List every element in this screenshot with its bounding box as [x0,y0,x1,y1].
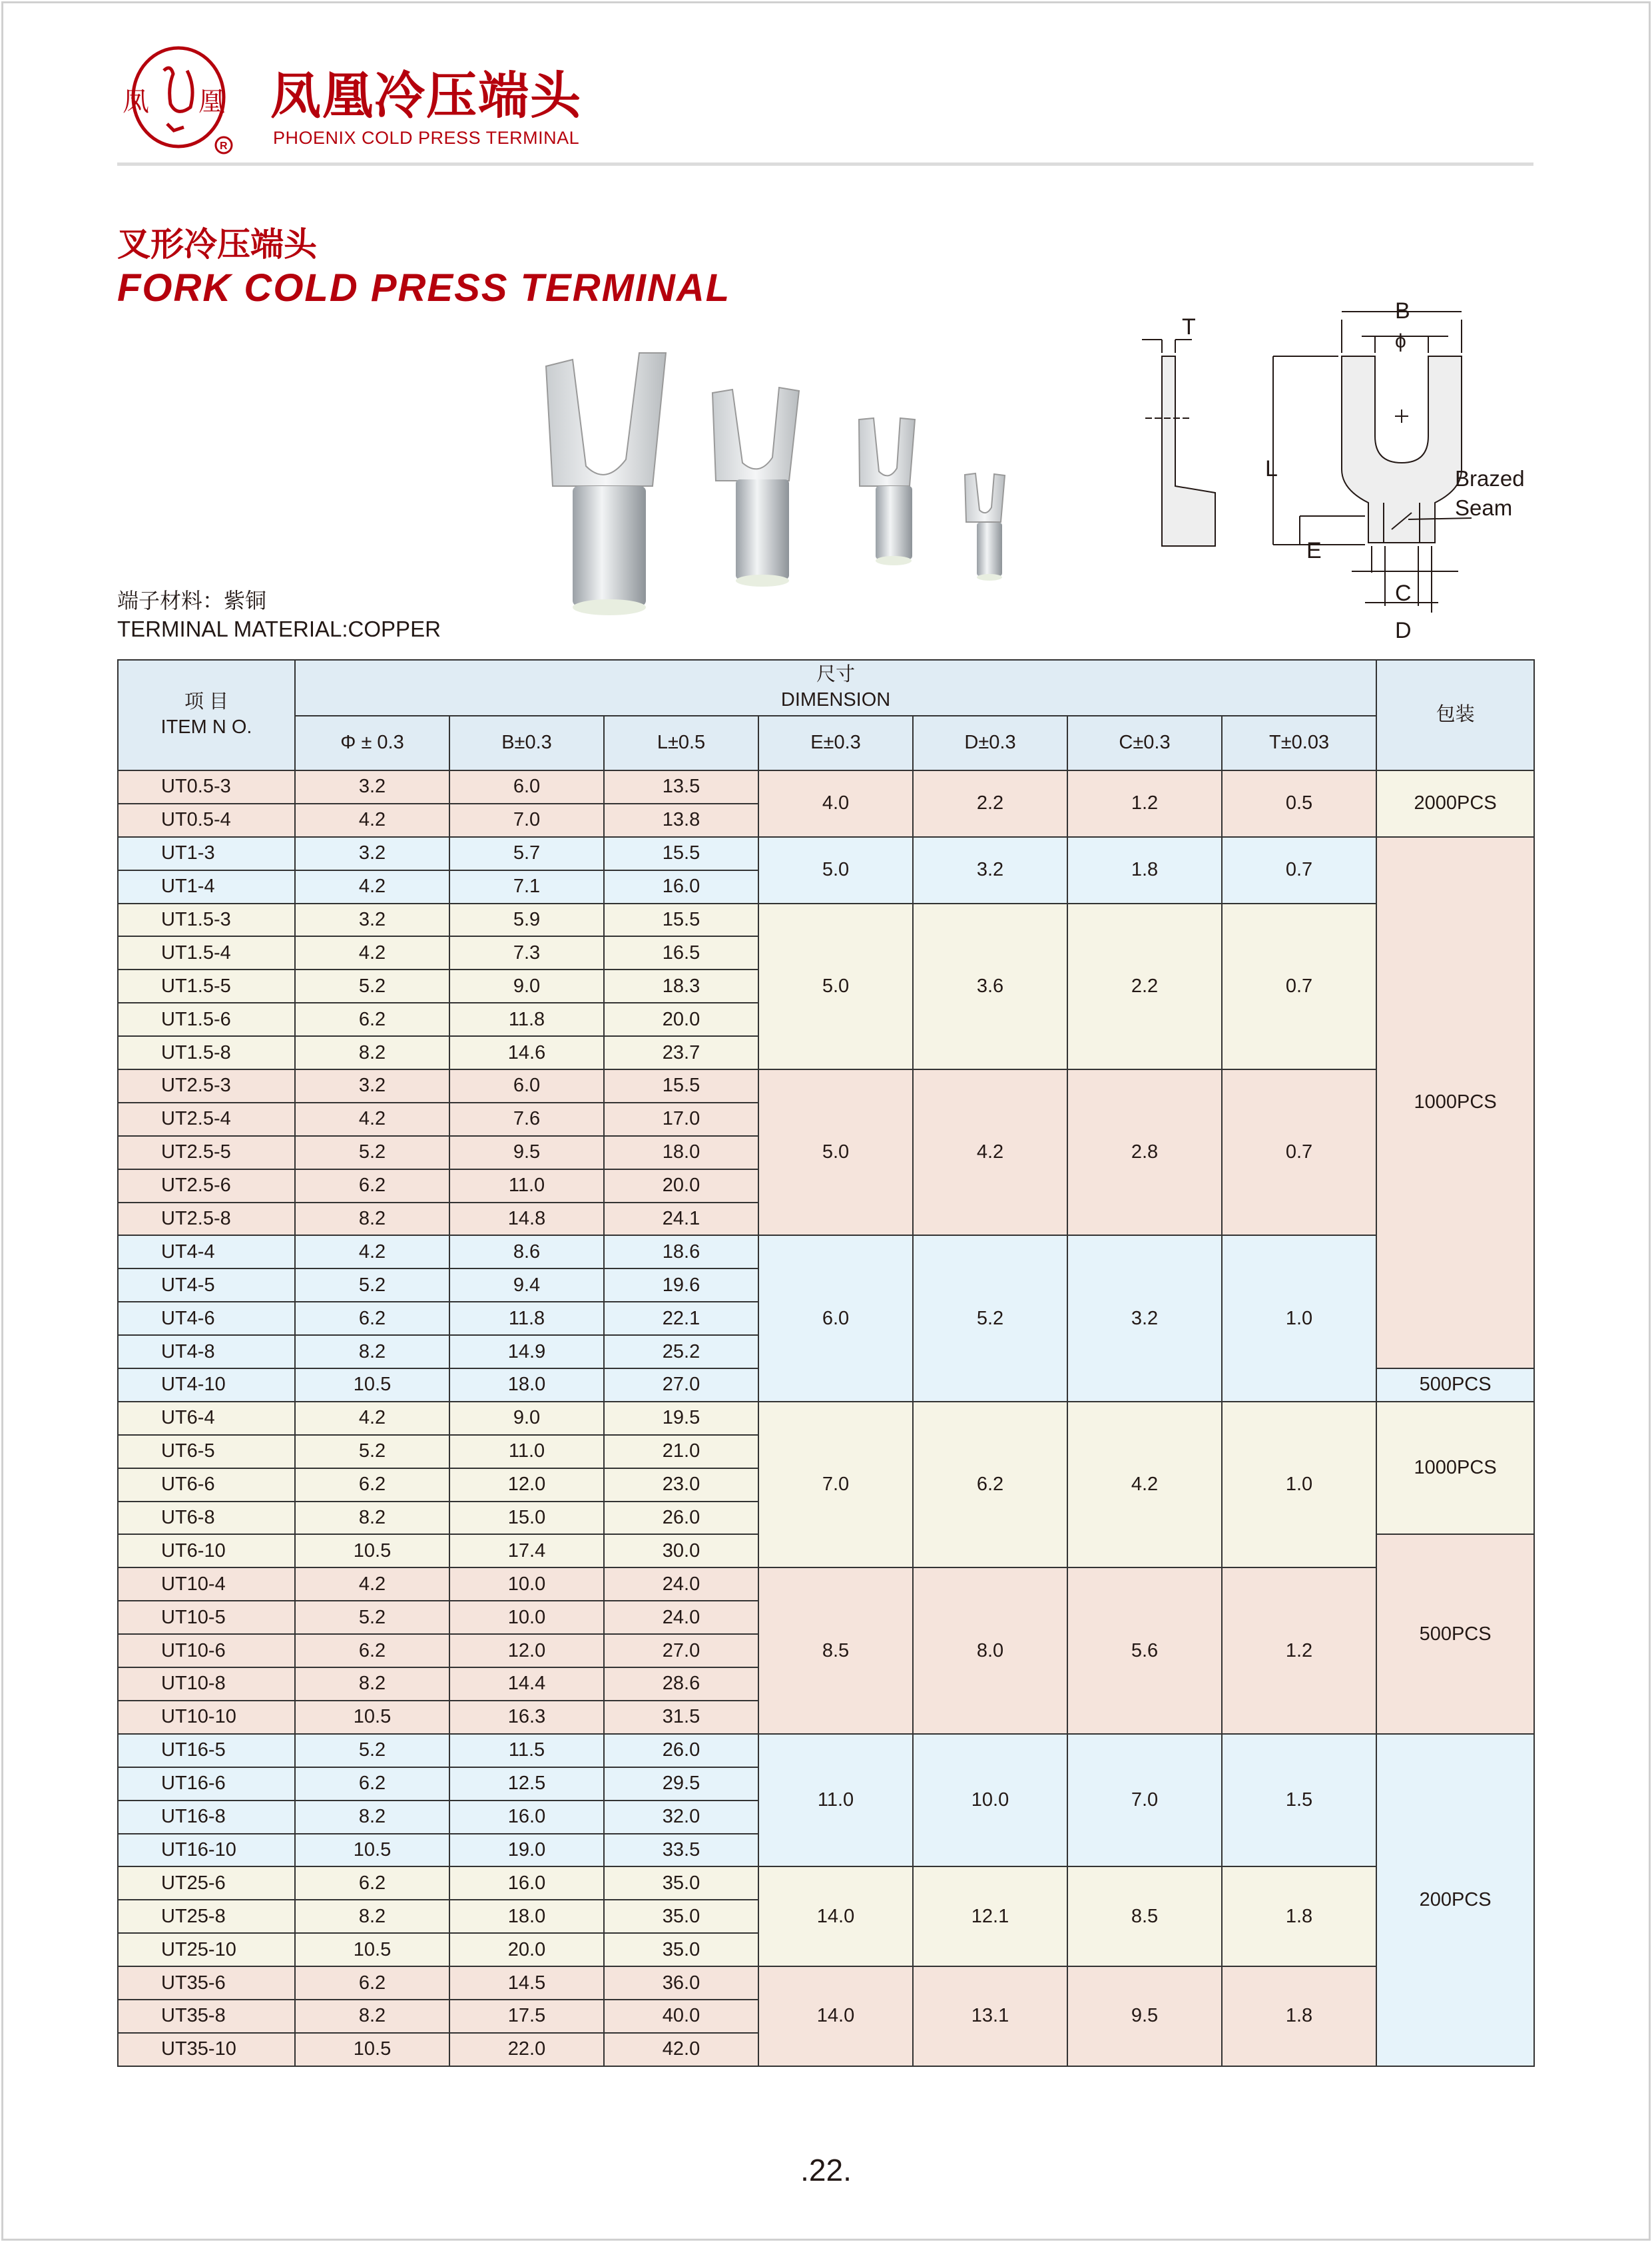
dimension-cell: 15.5 [604,837,758,870]
dimension-cell: 5.2 [295,1734,449,1767]
dim-label-e: E [1306,538,1322,563]
item-number-cell: UT16-5 [118,1734,295,1767]
dimension-cell: 6.2 [295,1468,449,1502]
dimension-cell: 8.2 [295,1335,449,1368]
packaging-header: 包装 [1376,660,1534,770]
item-number-cell: UT10-4 [118,1567,295,1601]
item-number-cell: UT2.5-8 [118,1203,295,1236]
dimension-cell: 14.6 [449,1036,604,1069]
dimension-cell: 40.0 [604,2000,758,2033]
dimension-cell: 28.6 [604,1667,758,1701]
item-number-cell: UT1.5-8 [118,1036,295,1069]
dimension-cell: 7.6 [449,1103,604,1136]
item-number-cell: UT10-5 [118,1601,295,1634]
item-number-cell: UT6-5 [118,1435,295,1468]
brand-name-cn: 凤凰冷压端头 [270,66,582,125]
dimension-d-cell: 3.2 [913,837,1067,904]
dimension-cell: 26.0 [604,1502,758,1535]
brazed-seam-label-2: Seam [1455,495,1513,520]
item-number-cell: UT10-8 [118,1667,295,1701]
dimension-cell: 10.5 [295,1834,449,1867]
dimension-cell: 10.0 [449,1567,604,1601]
dimension-cell: 8.2 [295,1900,449,1933]
dimension-cell: 16.0 [449,1866,604,1900]
material-label-en: TERMINAL MATERIAL:COPPER [117,617,441,641]
item-number-cell: UT16-6 [118,1767,295,1801]
item-number-cell: UT4-6 [118,1302,295,1335]
dimension-e-cell: 14.0 [758,1966,913,2066]
dimension-cell: 4.2 [295,1567,449,1601]
dimension-header-cn: 尺寸 [816,664,856,686]
dimension-d-cell: 12.1 [913,1866,1067,1966]
dim-label-t: T [1182,314,1196,340]
dimension-cell: 7.1 [449,870,604,904]
dim-label-l: L [1265,456,1278,481]
item-number-cell: UT2.5-6 [118,1169,295,1203]
dimension-cell: 6.2 [295,1169,449,1203]
table-row [118,1734,1534,1767]
table-row [118,904,1534,937]
dimension-cell: 6.0 [449,1069,604,1103]
dim-label-phi: ϕ [1395,330,1406,352]
dimension-c-cell: 9.5 [1067,1966,1222,2066]
dimension-t-cell: 0.5 [1222,770,1376,837]
item-number-cell: UT35-8 [118,2000,295,2033]
item-number-cell: UT1-4 [118,870,295,904]
dimension-cell: 18.0 [449,1368,604,1402]
item-number-cell: UT1.5-3 [118,904,295,937]
dimension-cell: 14.9 [449,1335,604,1368]
dimension-cell: 33.5 [604,1834,758,1867]
dimension-e-cell: 4.0 [758,770,913,837]
item-number-cell: UT1.5-5 [118,970,295,1003]
table-row [118,1866,1534,1900]
item-number-cell: UT6-10 [118,1534,295,1567]
dimension-cell: 10.5 [295,1368,449,1402]
dimension-cell: 15.0 [449,1502,604,1535]
dimension-cell: 4.2 [295,936,449,970]
terminal-photo-large [546,353,666,615]
item-number-cell: UT4-4 [118,1235,295,1268]
dimension-cell: 5.2 [295,970,449,1003]
dimension-cell: 18.0 [604,1136,758,1169]
dim-label-b: B [1395,298,1410,324]
dimension-cell: 22.1 [604,1302,758,1335]
dimension-e-cell: 11.0 [758,1734,913,1867]
dimension-cell: 10.5 [295,1534,449,1567]
dimension-d-cell: 13.1 [913,1966,1067,2066]
packaging-cell: 500PCS [1376,1534,1534,1733]
table-row [118,1235,1534,1268]
dimension-cell: 27.0 [604,1634,758,1667]
item-number-cell: UT6-4 [118,1402,295,1435]
brazed-seam-label-1: Brazed [1455,466,1525,491]
dimension-cell: 3.2 [295,770,449,804]
dimension-cell: 5.9 [449,904,604,937]
dimension-cell: 8.2 [295,1801,449,1834]
dimension-cell: 6.2 [295,1966,449,2000]
column-header: C±0.3 [1067,716,1222,770]
dimension-d-cell: 6.2 [913,1402,1067,1567]
dimension-cell: 9.0 [449,1402,604,1435]
column-header: B±0.3 [449,716,604,770]
dimension-cell: 16.3 [449,1701,604,1734]
item-number-cell: UT2.5-5 [118,1136,295,1169]
product-photos [539,346,1045,626]
dimension-cell: 11.8 [449,1302,604,1335]
dimension-cell: 30.0 [604,1534,758,1567]
item-number-cell: UT1.5-6 [118,1003,295,1036]
dimension-cell: 19.6 [604,1268,758,1302]
dimension-cell: 17.4 [449,1534,604,1567]
dimension-cell: 29.5 [604,1767,758,1801]
specification-table [117,659,1535,2067]
page-number: .22. [800,2153,852,2187]
dimension-cell: 35.0 [604,1900,758,1933]
item-number-cell: UT35-10 [118,2033,295,2066]
dimension-cell: 18.6 [604,1235,758,1268]
dimension-t-cell: 1.8 [1222,1866,1376,1966]
dimension-cell: 23.0 [604,1468,758,1502]
dimension-c-cell: 1.8 [1067,837,1222,904]
dimension-cell: 11.8 [449,1003,604,1036]
dimension-cell: 26.0 [604,1734,758,1767]
dimension-d-cell: 3.6 [913,904,1067,1069]
column-header: D±0.3 [913,716,1067,770]
dimension-t-cell: 0.7 [1222,904,1376,1069]
header-divider [117,162,1533,166]
dimension-cell: 7.0 [449,804,604,837]
item-number-cell: UT25-10 [118,1933,295,1966]
dimension-cell: 20.0 [604,1169,758,1203]
dimension-cell: 10.5 [295,2033,449,2066]
dimension-cell: 14.5 [449,1966,604,2000]
dimension-t-cell: 1.2 [1222,1567,1376,1733]
item-number-cell: UT35-6 [118,1966,295,2000]
dimension-cell: 4.2 [295,1402,449,1435]
product-title-cn: 叉形冷压端头 [117,225,317,264]
dimension-cell: 10.0 [449,1601,604,1634]
dimension-c-cell: 8.5 [1067,1866,1222,1966]
dimension-t-cell: 0.7 [1222,837,1376,904]
dimension-cell: 11.5 [449,1734,604,1767]
terminal-photo-medium [712,388,799,587]
material-label-cn: 端子材料：紫铜 [117,588,267,613]
dimension-cell: 17.5 [449,2000,604,2033]
dimension-cell: 27.0 [604,1368,758,1402]
dimension-cell: 20.0 [604,1003,758,1036]
dimension-cell: 4.2 [295,870,449,904]
brand-name-en: PHOENIX COLD PRESS TERMINAL [273,128,580,148]
svg-text:R: R [220,140,228,152]
packaging-cell: 1000PCS [1376,837,1534,1368]
dimension-d-cell: 5.2 [913,1235,1067,1401]
item-number-cell: UT0.5-4 [118,804,295,837]
dimension-cell: 16.0 [604,870,758,904]
dimension-e-cell: 6.0 [758,1235,913,1401]
item-number-cell: UT10-6 [118,1634,295,1667]
table-row [118,1966,1534,2000]
dimension-cell: 14.8 [449,1203,604,1236]
svg-text:凤: 凤 [123,87,149,117]
dimension-t-cell: 1.8 [1222,1966,1376,2066]
dimension-cell: 5.7 [449,837,604,870]
dimension-cell: 3.2 [295,904,449,937]
dimension-cell: 10.5 [295,1933,449,1966]
dimension-cell: 4.2 [295,1103,449,1136]
dimension-cell: 16.0 [449,1801,604,1834]
dimension-t-cell: 1.0 [1222,1402,1376,1567]
dimension-cell: 14.4 [449,1667,604,1701]
dimension-cell: 8.6 [449,1235,604,1268]
table-row [118,1567,1534,1601]
item-number-cell: UT2.5-4 [118,1103,295,1136]
dimension-cell: 6.2 [295,1634,449,1667]
dimension-cell: 24.1 [604,1203,758,1236]
column-header: T±0.03 [1222,716,1376,770]
dimension-t-cell: 0.7 [1222,1069,1376,1235]
dimension-cell: 20.0 [449,1933,604,1966]
dimension-cell: 12.0 [449,1634,604,1667]
dimension-cell: 6.2 [295,1767,449,1801]
item-no-header [118,660,295,770]
dimension-t-cell: 1.5 [1222,1734,1376,1867]
dimension-e-cell: 8.5 [758,1567,913,1733]
phoenix-logo [117,44,244,157]
item-number-cell: UT16-8 [118,1801,295,1834]
dimension-c-cell: 1.2 [1067,770,1222,837]
dimension-cell: 12.0 [449,1468,604,1502]
dimension-e-cell: 7.0 [758,1402,913,1567]
item-number-cell: UT2.5-3 [118,1069,295,1103]
dimension-cell: 13.5 [604,770,758,804]
dim-label-d: D [1395,618,1412,643]
dimension-cell: 3.2 [295,837,449,870]
dimension-c-cell: 2.8 [1067,1069,1222,1235]
packaging-cell: 2000PCS [1376,770,1534,837]
dimension-cell: 6.2 [295,1003,449,1036]
item-number-cell: UT4-8 [118,1335,295,1368]
dimension-header-en: DIMENSION [780,689,891,710]
item-number-cell: UT1-3 [118,837,295,870]
dimension-cell: 11.0 [449,1435,604,1468]
terminal-photo-smallest [965,473,1005,581]
dimension-cell: 4.2 [295,1235,449,1268]
dimension-cell: 8.2 [295,1667,449,1701]
dimension-cell: 25.2 [604,1335,758,1368]
dimension-cell: 8.2 [295,2000,449,2033]
dimension-d-cell: 4.2 [913,1069,1067,1235]
dimension-cell: 5.2 [295,1435,449,1468]
item-header-en: ITEM N O. [160,716,252,738]
packaging-cell: 500PCS [1376,1368,1534,1402]
dimension-cell: 31.5 [604,1701,758,1734]
item-number-cell: UT25-8 [118,1900,295,1933]
dimension-cell: 19.0 [449,1834,604,1867]
svg-text:凰: 凰 [198,87,225,117]
dimension-c-cell: 3.2 [1067,1235,1222,1401]
dimension-c-cell: 7.0 [1067,1734,1222,1867]
dimension-c-cell: 4.2 [1067,1402,1222,1567]
item-number-cell: UT0.5-3 [118,770,295,804]
dimension-cell: 21.0 [604,1435,758,1468]
packaging-cell: 200PCS [1376,1734,1534,2066]
dimension-cell: 16.5 [604,936,758,970]
item-number-cell: UT4-10 [118,1368,295,1402]
dimension-cell: 5.2 [295,1601,449,1634]
dim-label-c: C [1395,581,1412,606]
dimension-c-cell: 5.6 [1067,1567,1222,1733]
item-number-cell: UT6-8 [118,1502,295,1535]
table-row [118,1402,1534,1435]
table-row [118,837,1534,870]
dimension-cell: 8.2 [295,1203,449,1236]
dimension-e-cell: 5.0 [758,837,913,904]
dimension-cell: 5.2 [295,1268,449,1302]
dimension-cell: 42.0 [604,2033,758,2066]
dimension-t-cell: 1.0 [1222,1235,1376,1401]
dimension-e-cell: 5.0 [758,904,913,1069]
dimension-cell: 15.5 [604,904,758,937]
dimension-cell: 18.3 [604,970,758,1003]
product-title-en: FORK COLD PRESS TERMINAL [117,266,731,310]
dimension-cell: 9.0 [449,970,604,1003]
dimension-cell: 6.2 [295,1866,449,1900]
dimension-cell: 32.0 [604,1801,758,1834]
column-header: Φ ± 0.3 [295,716,449,770]
item-number-cell: UT1.5-4 [118,936,295,970]
dimension-cell: 23.7 [604,1036,758,1069]
dimension-cell: 7.3 [449,936,604,970]
dimension-cell: 17.0 [604,1103,758,1136]
dimension-cell: 22.0 [449,2033,604,2066]
item-header-cn: 项 目 [184,691,229,713]
dimension-cell: 11.0 [449,1169,604,1203]
dimension-cell: 24.0 [604,1601,758,1634]
dimension-d-cell: 2.2 [913,770,1067,837]
dimension-cell: 8.2 [295,1502,449,1535]
dimension-cell: 15.5 [604,1069,758,1103]
dimension-cell: 19.5 [604,1402,758,1435]
dimension-cell: 5.2 [295,1136,449,1169]
item-number-cell: UT16-10 [118,1834,295,1867]
dimension-diagram [1125,293,1538,646]
dimension-cell: 36.0 [604,1966,758,2000]
dimension-e-cell: 5.0 [758,1069,913,1235]
item-number-cell: UT25-6 [118,1866,295,1900]
dimension-cell: 24.0 [604,1567,758,1601]
dimension-d-cell: 10.0 [913,1734,1067,1867]
dimension-cell: 35.0 [604,1933,758,1966]
table-row [118,770,1534,804]
item-number-cell: UT10-10 [118,1701,295,1734]
dimension-e-cell: 14.0 [758,1866,913,1966]
dimension-header [295,660,1376,716]
dimension-cell: 3.2 [295,1069,449,1103]
terminal-photo-small [859,418,915,565]
dimension-cell: 35.0 [604,1866,758,1900]
column-header: L±0.5 [604,716,758,770]
dimension-cell: 9.4 [449,1268,604,1302]
dimension-cell: 10.5 [295,1701,449,1734]
dimension-cell: 13.8 [604,804,758,837]
item-number-cell: UT6-6 [118,1468,295,1502]
dimension-cell: 9.5 [449,1136,604,1169]
dimension-d-cell: 8.0 [913,1567,1067,1733]
dimension-cell: 18.0 [449,1900,604,1933]
item-number-cell: UT4-5 [118,1268,295,1302]
dimension-cell: 4.2 [295,804,449,837]
column-header: E±0.3 [758,716,913,770]
packaging-cell: 1000PCS [1376,1402,1534,1535]
dimension-c-cell: 2.2 [1067,904,1222,1069]
dimension-cell: 6.2 [295,1302,449,1335]
dimension-cell: 12.5 [449,1767,604,1801]
table-row [118,1069,1534,1103]
dimension-cell: 8.2 [295,1036,449,1069]
dimension-cell: 6.0 [449,770,604,804]
